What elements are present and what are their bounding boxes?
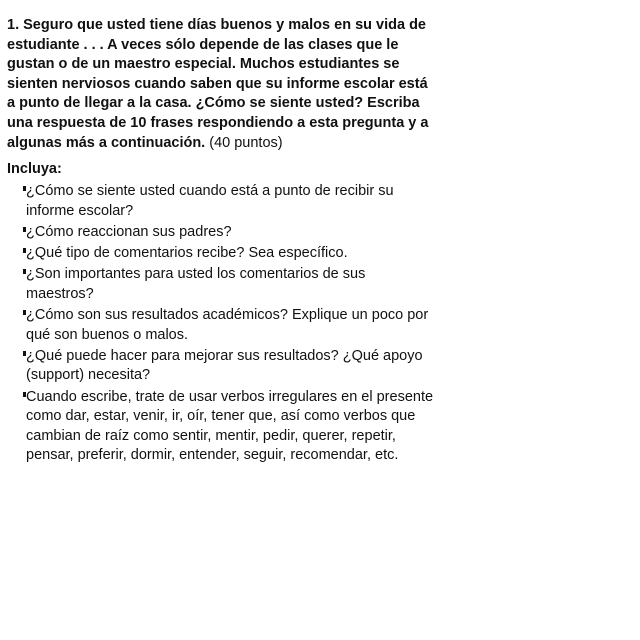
list-item <box>26 244 437 264</box>
list-item-text: ¿Cómo son sus resultados académicos? Explique un poco por qué son buenos o malos. <box>26 307 429 343</box>
question-prompt <box>7 16 437 153</box>
bullet-icon <box>23 248 26 253</box>
include-list <box>7 182 437 466</box>
question-points: (40 puntos) <box>209 134 283 151</box>
bullet-icon <box>23 310 26 315</box>
bullet-icon <box>23 351 26 356</box>
list-item-text: ¿Cómo reaccionan sus padres? <box>26 223 232 240</box>
bullet-icon <box>23 392 26 397</box>
list-item <box>26 347 437 386</box>
list-item <box>26 223 437 243</box>
bullet-icon <box>23 186 26 191</box>
list-item-text: ¿Qué puede hacer para mejorar sus resultados? ¿Qué apoyo (support) necesita? <box>26 347 423 384</box>
bullet-icon <box>23 269 26 274</box>
assignment-document <box>7 16 437 468</box>
list-item-text: ¿Cómo se siente usted cuando está a punto de recibir su informe escolar? <box>26 183 394 219</box>
include-label: Incluya: <box>7 161 62 178</box>
list-item-text: ¿Qué tipo de comentarios recibe? Sea específico. <box>26 245 348 262</box>
list-item-text: Cuando escribe, trate de usar verbos irregulares en el presente como dar, estar, venir, ir, oír, tener que, así como verbos que cambian de raíz como sentir, mentir, pedir, querer, repetir, pensar, preferir, dormir, entender, seguir, recomendar, etc. <box>26 388 434 464</box>
bullet-icon <box>23 227 26 232</box>
list-item <box>26 306 437 345</box>
list-item <box>26 182 437 221</box>
list-item <box>26 388 437 466</box>
list-item-text: ¿Son importantes para usted los comentarios de sus maestros? <box>26 266 366 302</box>
question-text: 1. Seguro que usted tiene días buenos y malos en su vida de estudiante . . . A veces sólo depende de las clases que le gustan o de un maestro especial. Muchos estudiantes se sienten nerviosos cuando saben que su informe escolar está a punto de llegar a la casa. ¿Cómo se siente usted? Escriba una respuesta de 10 frases respondiendo a esta pregunta y a algunas más a continuación. <box>7 17 429 151</box>
list-item <box>26 265 437 304</box>
